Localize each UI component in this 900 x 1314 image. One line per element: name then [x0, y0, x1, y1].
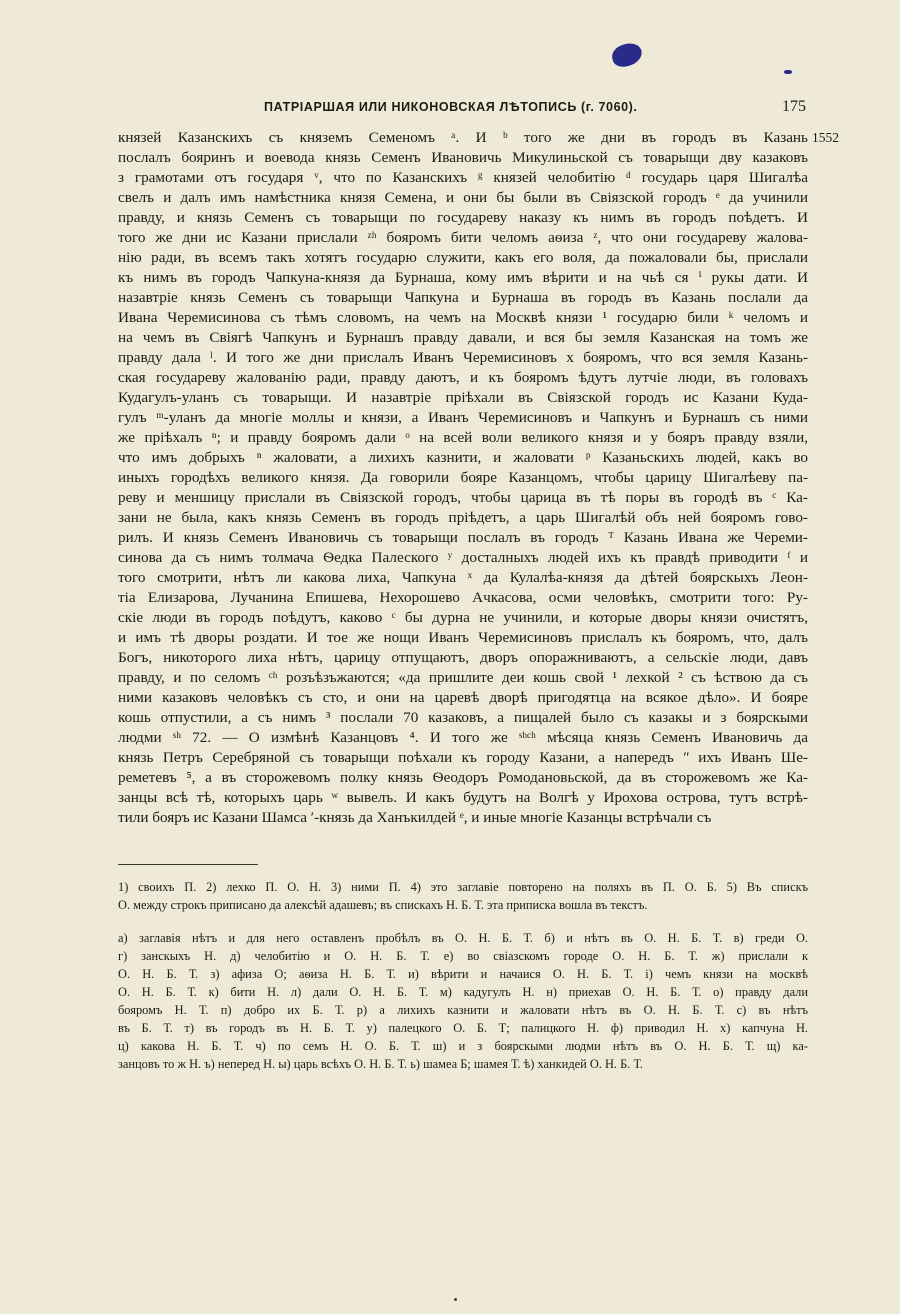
text-line: и имъ тѣ дворы роздати. И тое же нощи Иванъ Черемисиновъ прислалъ къ бояромъ, что, далъ [118, 629, 808, 646]
text-line: людми ˢʰ 72. — О измѣнѣ Казанцовъ ⁴. И того же ˢʰᶜʰ мѣсяца князь Семенъ Ивановичь да [118, 729, 808, 746]
text-line: же пріѣхалъ ⁿ; и правду бояромъ дали ᵒ на всей воли великого князя и у бояръ правду взяли, [118, 429, 808, 446]
page-number: 175 [782, 98, 806, 115]
text-line: правду, и по селомъ ᶜʰ розъѣзъжаются; «да пришлите деи кошь свой ¹ лехкой ² съ ѣствою да съ [118, 669, 808, 686]
text-line: нію ради, въ всемъ такъ хотятъ государю служити, какъ его воля, да пожаловали бы, прислали [118, 249, 808, 266]
text-line: занцы всѣ тѣ, которыхъ царь ʷ вывелъ. И какъ будутъ на Волгѣ у Ирохова острова, тутъ встрѣ- [118, 789, 808, 806]
text-line: Ивана Черемисинова съ тѣмъ словомъ, на чемъ на Москвѣ князи ¹ государю били ᵏ челомъ и [118, 309, 808, 326]
ink-blot [610, 41, 644, 69]
text-line: что имъ добрыхъ ⁿ жаловати, а лихихъ казнити, и жаловати ᵖ Казаньскихъ людей, какъ во [118, 449, 808, 466]
footnote-line: О. между строкъ приписано да алексѣй адашевъ; въ спискахъ Н. Б. Т. эта приписка вошла въ текстъ. [118, 898, 648, 912]
text-line: синова да съ нимъ толмача Ѳедка Палеского ʸ досталныхъ людей ихъ къ правдѣ приводити ᶠ и [118, 549, 808, 566]
variant-notes-numeric [118, 878, 808, 914]
text-line: Кудагулъ-уланъ съ товарыщи. И назавтріе пріѣхали въ Свіязской городъ ис Казани Куда- [118, 389, 808, 406]
text-line: на чемъ въ Свіягѣ Чапкунъ и Бурнашъ правду давали, и вся бы земля Казанская на томъ же [118, 329, 808, 346]
footnote-line: занцовъ то ж Н. ъ) неперед Н. ы) царь всѣхъ О. Н. Б. Т. ь) шамеа Б; шамея Т. ѣ) ханкидей О. Н. Б. Т. [118, 1057, 643, 1071]
text-line: правду, и князь Семенъ съ товарыщи по государеву наказу къ нимъ въ городъ поѣдетъ. И [118, 209, 808, 226]
text-line: ними казаковъ человѣкъ съ сто, и они на царевѣ дворѣ пригодятца на всякое дѣло». И бояре [118, 689, 808, 706]
ink-mark [784, 70, 792, 74]
text-line: къ нимъ въ городъ Чапкуна-князя да Бурнаша, кому имъ вѣрити и на чьѣ ся ⁱ рукы дати. И [118, 269, 808, 286]
footnote-line: г) занскыхъ Н. д) челобитію и О. Н. Б. Т. е) во свіазскомъ городе О. Н. Б. Т. ж) прислали к [118, 949, 808, 963]
text-line: з грамотами отъ государя ᵛ, что по Казанскихъ ᵍ князей челобитію ᵈ государь царя Шигалѣа [118, 169, 808, 186]
text-line: зани не была, какъ князь Семенъ въ городъ пріѣдетъ, а царь Шигалѣй объ ней бояромъ гово- [118, 509, 808, 526]
text-line: послалъ бояринъ и воевода князь Семенъ Ивановичь Микулиньской съ товарыщи двy казаковъ [118, 149, 808, 166]
footnote-line: О. Н. Б. Т. к) бити Н. л) дали О. Н. Б. Т. м) кадугулъ Н. н) приехав О. Н. Б. Т. о) правду дали [118, 985, 808, 999]
paper-speck [454, 1298, 457, 1301]
text-line: назавтріе князь Семенъ съ товарыщи Чапкуна и Бурнаша въ городъ въ Казань послали да [118, 289, 808, 306]
footnote-line: ц) какова Н. Б. Т. ч) по семъ Н. О. Б. Т. ш) и з боярскыми людми нѣтъ въ О. Н. Б. Т. щ) ка- [118, 1039, 808, 1053]
text-line: того смотрити, нѣтъ ли какова лиха, Чапкуна ˣ да Кулалѣа-князя да дѣтей боярскыхъ Леон- [118, 569, 808, 586]
text-line: свелъ и далъ имъ намѣстника князя Семена, и они бы были въ Свіязской городъ ᵉ да учинили [118, 189, 808, 206]
text-line: тили бояръ ис Казани Шамса ʹ-князь да Ханъкилдей ᵉ, и иные многіе Казанцы встрѣчали съ [118, 809, 712, 826]
text-line: Богъ, никоторого лиха нѣтъ, царицу отпущаютъ, дворъ опоражниваютъ, а сельскіе люди, давъ [118, 649, 808, 666]
footnote-line: бояромъ Н. Т. п) добро их Б. Т. р) а лихихъ казнити и жаловати нѣтъ въ О. Н. Б. Т. с) въ нѣтъ [118, 1003, 808, 1017]
running-header [0, 98, 900, 120]
footnote-line: 1) своихъ П. 2) лехко П. О. Н. 3) ними П. 4) это заглавіе повторено на поляхъ въ П. О. Б. 5) Въ спискъ [118, 880, 808, 894]
text-line: кошь отпустили, а съ нимъ ³ послали 70 казаковъ, а пищалей было съ казакы и з боярскыми [118, 709, 808, 726]
margin-year: 1552 [812, 130, 839, 145]
text-line: тіа Елизарова, Лучанина Епишева, Нехорошево Ачкасова, осми человѣкъ, смотрити того: Ру- [118, 589, 808, 606]
text-line: реметевъ ⁵, а въ сторожевомъ полку князь Ѳеодоръ Ромодановьской, да въ сторожевомъ же Ка- [118, 769, 808, 786]
chronicle-text [118, 128, 808, 828]
text-line: князей Казанскихъ съ княземъ Семеномъ ᵃ. И ᵇ того же дни въ городъ въ Казань [118, 129, 808, 146]
footnote-line: въ Б. Т. т) въ городъ въ Н. Б. Т. у) палецкого О. Б. Т; палицкого Н. ф) приводил Н. х) капчуна Н. [118, 1021, 808, 1035]
text-line: иныхъ городѣхъ великого князя. Да говорили бояре Казанцомъ, чтобы царицу Шигалѣеву па- [118, 469, 808, 486]
text-line: гулъ ᵐ-уланъ да многіе моллы и князи, а Иванъ Черемисиновъ и Чапкунъ и Бурнашъ съ ними [118, 409, 808, 426]
variant-notes-lettered [118, 929, 808, 1073]
text-line: правду дала ˡ. И того же дни прислалъ Иванъ Черемисиновъ х бояромъ, что вся земля Казань- [118, 349, 808, 366]
footnote-line: а) заглавія нѣтъ и для него оставленъ пробѣлъ въ О. Н. Б. Т. б) и нѣтъ въ О. Н. Б. Т. в) греди О. [118, 931, 808, 945]
footnote-rule [118, 864, 258, 865]
text-line: рилъ. И князь Семенъ Ивановичь съ товарыщи послалъ въ городъ ᵀ Казань Ивана же Череми- [118, 529, 808, 546]
text-line: реву и меншицу прислали въ Свіязской городъ, чтобы царица въ тѣ поры въ городѣ въ ᶜ Ка- [118, 489, 808, 506]
running-title: ПАТРІАРШАЯ ИЛИ НИКОНОВСКАЯ ЛѢТОПИСЬ (г. 7060). [264, 100, 638, 114]
text-line: ская государеву жалованію ради, правду даютъ, и къ бояромъ ѣдутъ лутчіе люди, въ головахъ [118, 369, 808, 386]
text-line: князь Петръ Серебряной съ товарыщи поѣхали къ городу Казани, а напередъ ʺ ихъ Иванъ Ше- [118, 749, 808, 766]
footnote-line: О. Н. Б. Т. з) афиза О; аѳиза Н. Б. Т. и) вѣрити и начаися О. Н. Б. Т. і) чемъ князи на москвѣ [118, 967, 808, 981]
text-line: скіе люди въ городъ поѣдутъ, каково ᶜ бы дурна не учинили, и которые дворы князи очистятъ, [118, 609, 808, 626]
text-line: того же дни ис Казани прислали ᶻʰ бояромъ бити челомъ аѳиза ᶻ, что они государеву жалова- [118, 229, 808, 246]
